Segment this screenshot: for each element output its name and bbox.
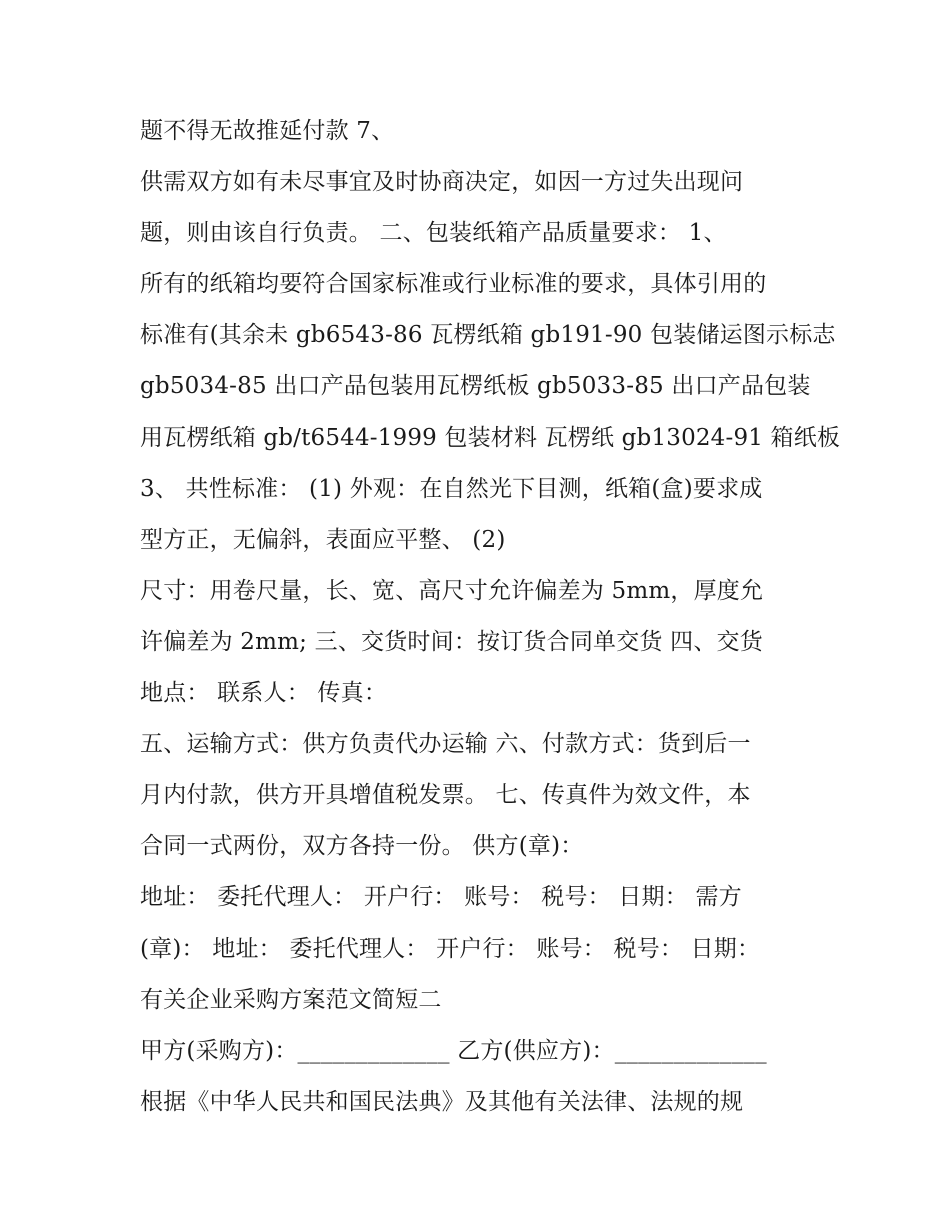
section-heading: 有关企业采购方案范文简短二	[140, 986, 442, 1013]
text-line-8: 3、 共性标准： (1) 外观：在自然光下目测，纸箱(盒)要求成	[140, 475, 763, 502]
text-line-4: 所有的纸箱均要符合国家标准或行业标准的要求，具体引用的	[140, 271, 767, 298]
text-line-5: 标准有(其余未 gb6543-86 瓦楞纸箱 gb191-90 包装储运图示标志	[140, 322, 836, 349]
text-line-11: 许偏差为 2mm; 三、交货时间：按订货合同单交货 四、交货	[140, 628, 763, 655]
text-line-10: 尺寸：用卷尺量，长、宽、高尺寸允许偏差为 5mm，厚度允	[140, 577, 764, 604]
text-line-1: 题不得无故推延付款 7、	[140, 118, 395, 144]
text-line-16: 地址： 委托代理人： 开户行： 账号： 税号： 日期： 需方	[140, 884, 742, 911]
parties-line: 甲方(采购方)：_____________ 乙方(供应方)：_____________	[140, 1037, 767, 1064]
text-line-7: 用瓦楞纸箱 gb/t6544-1999 包装材料 瓦楞纸 gb13024-91 箱纸板	[140, 424, 841, 451]
text-line-14: 月内付款，供方开具增值税发票。 七、传真件为效文件，本	[140, 782, 751, 809]
text-line-13: 五、运输方式：供方负责代办运输 六、付款方式：货到后一	[140, 731, 751, 758]
text-line-3: 题，则由该自行负责。 二、包装纸箱产品质量要求： 1、	[140, 220, 727, 247]
text-line-12: 地点： 联系人： 传真：	[140, 680, 388, 707]
text-line-2: 供需双方如有未尽事宜及时协商决定，如因一方过失出现问	[140, 169, 744, 196]
text-line-17: (章)： 地址： 委托代理人： 开户行： 账号： 税号： 日期：	[140, 935, 761, 962]
text-line-20: 根据《中华人民共和国民法典》及其他有关法律、法规的规	[140, 1088, 744, 1115]
text-line-9: 型方正，无偏斜，表面应平整、 (2)	[140, 526, 506, 553]
text-line-15: 合同一式两份，双方各持一份。 供方(章)：	[140, 833, 584, 860]
text-line-6: gb5034-85 出口产品包装用瓦楞纸板 gb5033-85 出口产品包装	[140, 373, 811, 400]
document-body	[140, 106, 840, 1128]
